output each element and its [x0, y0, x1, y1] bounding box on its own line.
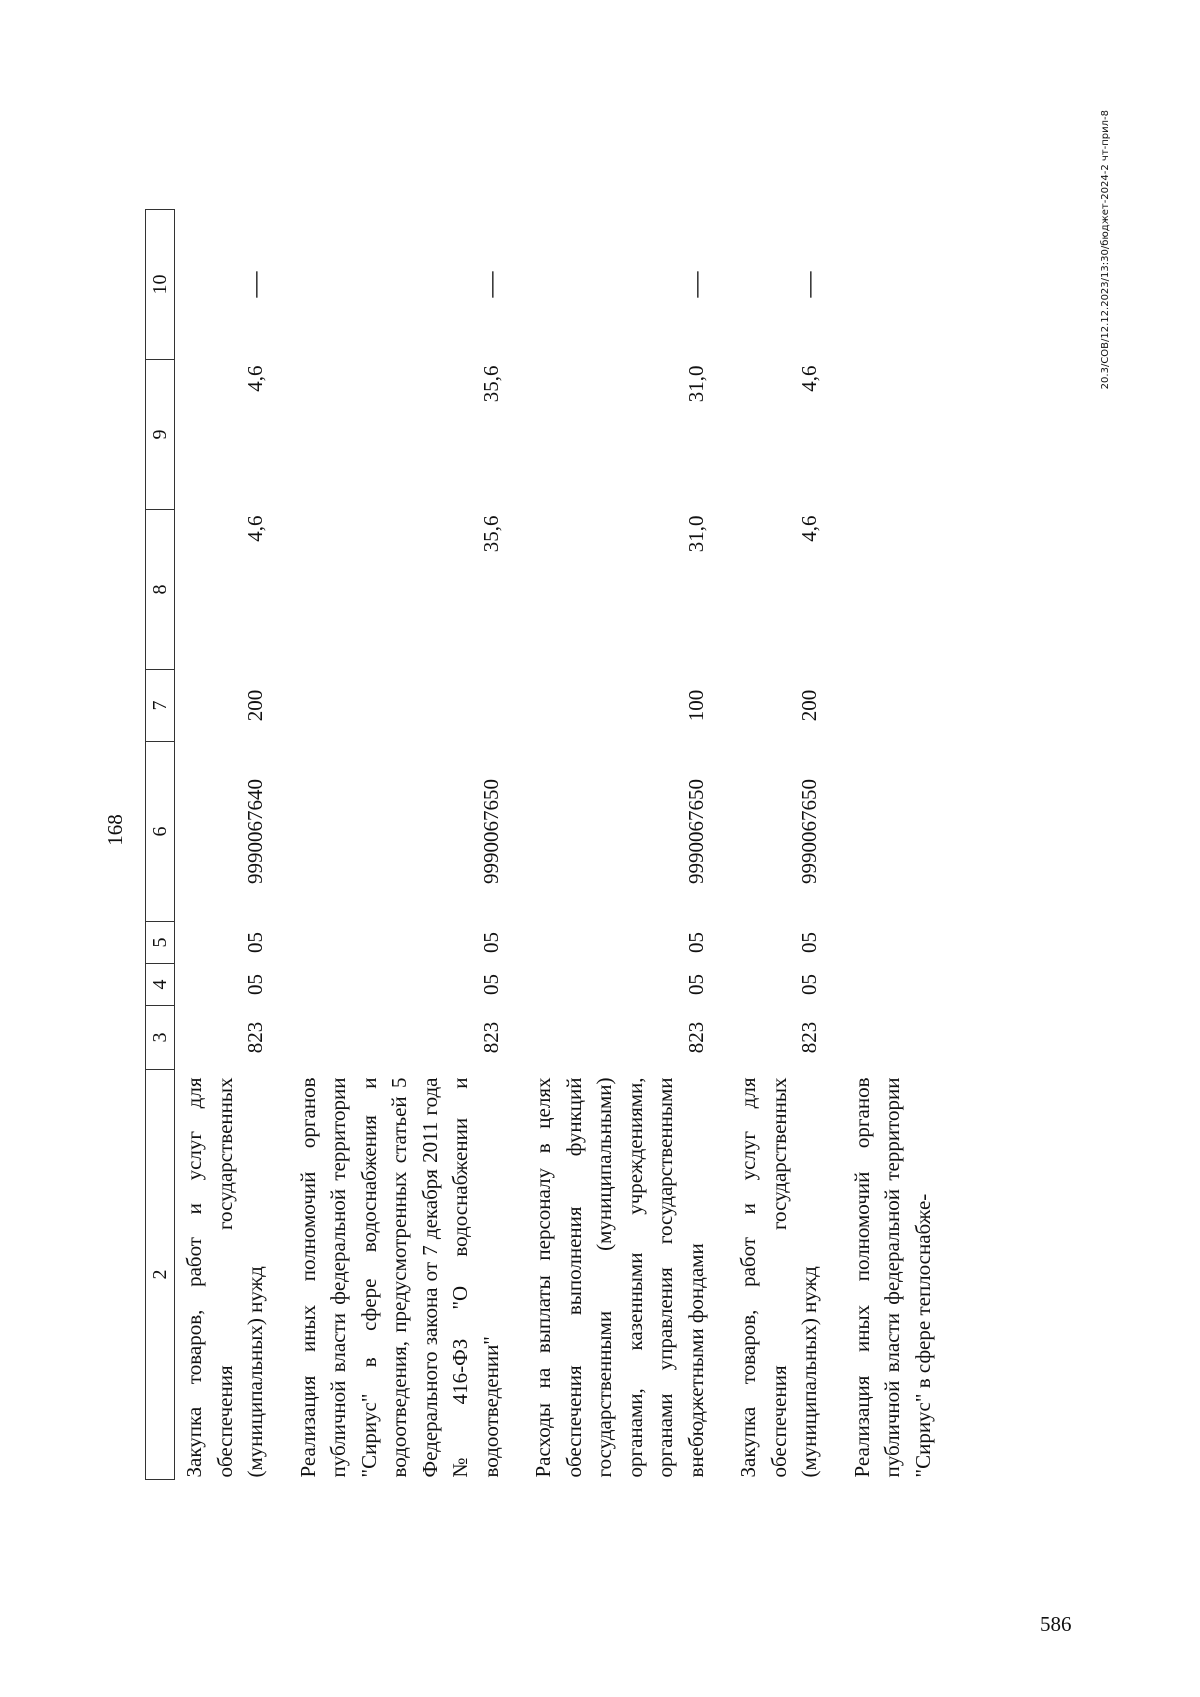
- column-header: 5: [146, 922, 175, 964]
- row-pr: 05: [243, 932, 267, 953]
- row-rz: 05: [797, 974, 821, 995]
- row-csr: 9990067640: [243, 779, 267, 884]
- column-header: 6: [146, 742, 175, 922]
- row-csr: 9990067650: [478, 779, 503, 884]
- row-description: Закупка товаров, работ и услуг для обеспечения государственных (муниципальных) нужд: [182, 1077, 267, 1478]
- row-csr: [843, 742, 939, 922]
- row-rz: 05: [243, 974, 267, 995]
- budget-table: [145, 110, 938, 1481]
- rotated-page: [85, 50, 1135, 1610]
- row-value-9: 4,6: [797, 365, 821, 392]
- sheet-number: 586: [1040, 1612, 1072, 1636]
- row-value-8: 4,6: [243, 515, 267, 542]
- table-row: [843, 110, 939, 1480]
- row-rz: 05: [683, 974, 708, 995]
- row-grbs: 823: [243, 1021, 267, 1054]
- row-value-9: [843, 360, 939, 510]
- table-row: [729, 110, 843, 1480]
- column-header: 10: [146, 210, 175, 360]
- row-vr: [289, 670, 525, 742]
- column-number-row: [146, 110, 175, 1480]
- row-value-8: [843, 510, 939, 670]
- row-pr: 05: [797, 932, 821, 953]
- page-number: 168: [103, 814, 127, 846]
- row-pr: 05: [683, 932, 708, 953]
- document-footer-code: 20.3/СОВ/12.12.2023/13:30/бюджет-2024-2 чт-прил-8: [1100, 110, 1111, 390]
- row-csr: 9990067650: [797, 779, 821, 884]
- row-rz: 05: [478, 974, 503, 995]
- column-header: 2: [146, 1070, 175, 1480]
- row-value-8: 4,6: [797, 515, 821, 542]
- row-grbs: 823: [478, 1021, 503, 1054]
- column-header: 3: [146, 1006, 175, 1070]
- row-csr: 9990067650: [683, 779, 708, 884]
- row-value-10: —: [794, 271, 823, 298]
- row-description: Реализация иных полномочий органов публичной власти федеральной территории "Сириус" в сфере водоснабжения и водоотведения, предусмотренных статьей 5 Федерального закона от 7 декабря 2011 года № 416-ФЗ "О водоснабжении и водоотведении": [295, 1077, 503, 1478]
- row-rz: [843, 964, 939, 1006]
- row-vr: 100: [683, 689, 708, 722]
- row-value-10: —: [680, 271, 710, 298]
- column-header: 4: [146, 964, 175, 1006]
- row-pr: 05: [478, 932, 503, 953]
- row-value-8: 31,0: [683, 515, 708, 553]
- row-pr: [843, 922, 939, 964]
- row-value-10: [843, 210, 939, 360]
- row-vr: 200: [797, 689, 821, 722]
- table-row: [175, 110, 289, 1480]
- row-grbs: 823: [797, 1021, 821, 1054]
- row-value-10: —: [240, 271, 269, 298]
- row-value-8: 35,6: [478, 515, 503, 553]
- row-grbs: 823: [683, 1021, 708, 1054]
- column-header: 9: [146, 360, 175, 510]
- row-vr: 200: [243, 689, 267, 722]
- row-value-10: —: [475, 271, 505, 298]
- column-header: 8: [146, 510, 175, 670]
- row-value-9: 31,0: [683, 365, 708, 403]
- column-header: 7: [146, 670, 175, 742]
- row-grbs: [843, 1006, 939, 1070]
- row-description: Расходы на выплаты персоналу в целях обеспечения выполнения функций государственными (муниципальными) органами, казенными учреждениями, органами управления государственными внебюджетными фондами: [531, 1077, 708, 1478]
- table-row: [289, 110, 525, 1480]
- row-value-9: 4,6: [243, 365, 267, 392]
- table-row: [524, 110, 729, 1480]
- row-vr: [843, 670, 939, 742]
- row-description: Реализация иных полномочий органов публичной власти федеральной территории "Сириус" в сфере теплоснабже-: [849, 1077, 935, 1478]
- row-description: Закупка товаров, работ и услуг для обеспечения государственных (муниципальных) нужд: [736, 1077, 821, 1478]
- row-value-9: 35,6: [478, 365, 503, 403]
